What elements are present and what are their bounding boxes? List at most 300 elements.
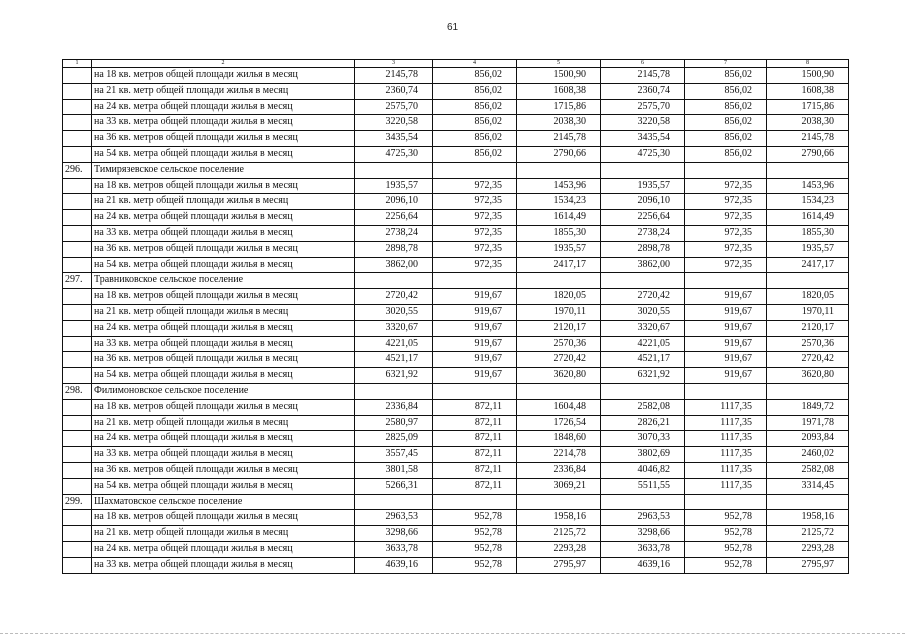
table-row (63, 431, 849, 447)
value-cell: 2790,66 (767, 146, 849, 162)
row-label: на 18 кв. метров общей площади жилья в месяц (92, 289, 355, 305)
value-cell: 2038,30 (767, 115, 849, 131)
index-cell (63, 194, 92, 210)
value-cell: 3802,69 (601, 447, 685, 463)
table-row (63, 194, 849, 210)
value-cell: 3320,67 (601, 320, 685, 336)
value-cell: 4046,82 (601, 462, 685, 478)
value-cell: 1820,05 (517, 289, 601, 305)
empty-cell (517, 383, 601, 399)
page-bottom-edge (0, 633, 905, 634)
value-cell: 1500,90 (517, 68, 601, 84)
section-index: 297. (63, 273, 92, 289)
row-label: на 33 кв. метра общей площади жилья в месяц (92, 115, 355, 131)
value-cell: 2720,42 (601, 289, 685, 305)
table-row (63, 557, 849, 573)
value-cell: 1534,23 (517, 194, 601, 210)
value-cell: 2145,78 (355, 68, 433, 84)
row-label: на 36 кв. метров общей площади жилья в месяц (92, 462, 355, 478)
index-cell (63, 146, 92, 162)
value-cell: 3862,00 (355, 257, 433, 273)
value-cell: 919,67 (433, 320, 517, 336)
value-cell: 2575,70 (355, 99, 433, 115)
row-label: на 54 кв. метра общей площади жилья в месяц (92, 478, 355, 494)
value-cell: 856,02 (685, 83, 767, 99)
empty-cell (355, 494, 433, 510)
table-row (63, 415, 849, 431)
value-cell: 856,02 (685, 68, 767, 84)
index-cell (63, 83, 92, 99)
value-cell: 2582,08 (601, 399, 685, 415)
value-cell: 856,02 (685, 146, 767, 162)
section-index: 299. (63, 494, 92, 510)
value-cell: 856,02 (433, 83, 517, 99)
section-index: 296. (63, 162, 92, 178)
value-cell: 1608,38 (517, 83, 601, 99)
value-cell: 2256,64 (355, 210, 433, 226)
value-cell: 1715,86 (517, 99, 601, 115)
section-title: Шахматовское сельское поселение (92, 494, 355, 510)
value-cell: 4639,16 (601, 557, 685, 573)
value-cell: 2720,42 (355, 289, 433, 305)
empty-cell (601, 162, 685, 178)
value-cell: 3220,58 (601, 115, 685, 131)
row-label: на 54 кв. метра общей площади жилья в месяц (92, 146, 355, 162)
value-cell: 2898,78 (601, 241, 685, 257)
value-cell: 2826,21 (601, 415, 685, 431)
row-label: на 24 кв. метра общей площади жилья в месяц (92, 210, 355, 226)
value-cell: 919,67 (685, 320, 767, 336)
table-row (63, 526, 849, 542)
index-cell (63, 368, 92, 384)
value-cell: 2738,24 (601, 225, 685, 241)
value-cell: 2360,74 (355, 83, 433, 99)
value-cell: 972,35 (433, 194, 517, 210)
value-cell: 2336,84 (517, 462, 601, 478)
value-cell: 4725,30 (355, 146, 433, 162)
value-cell: 2570,36 (517, 336, 601, 352)
table-row (63, 510, 849, 526)
value-cell: 1614,49 (767, 210, 849, 226)
value-cell: 1970,11 (767, 304, 849, 320)
value-cell: 3070,33 (601, 431, 685, 447)
empty-cell (601, 383, 685, 399)
row-label: на 36 кв. метров общей площади жилья в месяц (92, 241, 355, 257)
empty-cell (601, 494, 685, 510)
value-cell: 3020,55 (601, 304, 685, 320)
index-cell (63, 257, 92, 273)
value-cell: 3557,45 (355, 447, 433, 463)
value-cell: 872,11 (433, 478, 517, 494)
value-cell: 919,67 (685, 289, 767, 305)
value-cell: 3020,55 (355, 304, 433, 320)
empty-cell (767, 273, 849, 289)
empty-cell (685, 383, 767, 399)
value-cell: 1534,23 (767, 194, 849, 210)
value-cell: 5511,55 (601, 478, 685, 494)
value-cell: 872,11 (433, 447, 517, 463)
row-label: на 24 кв. метра общей площади жилья в месяц (92, 541, 355, 557)
value-cell: 5266,31 (355, 478, 433, 494)
table-row (63, 462, 849, 478)
column-number: 8 (767, 60, 849, 68)
value-cell: 1453,96 (767, 178, 849, 194)
index-cell (63, 415, 92, 431)
value-cell: 1715,86 (767, 99, 849, 115)
table-row (63, 257, 849, 273)
table-row (63, 320, 849, 336)
row-label: на 18 кв. метров общей площади жилья в месяц (92, 178, 355, 194)
empty-cell (433, 273, 517, 289)
value-cell: 1117,35 (685, 399, 767, 415)
value-cell: 3620,80 (517, 368, 601, 384)
value-cell: 856,02 (685, 99, 767, 115)
value-cell: 3298,66 (355, 526, 433, 542)
value-cell: 2795,97 (767, 557, 849, 573)
value-cell: 1855,30 (517, 225, 601, 241)
empty-cell (685, 494, 767, 510)
value-cell: 856,02 (433, 146, 517, 162)
value-cell: 972,35 (433, 241, 517, 257)
value-cell: 4221,05 (355, 336, 433, 352)
value-cell: 919,67 (433, 336, 517, 352)
value-cell: 952,78 (685, 510, 767, 526)
value-cell: 2575,70 (601, 99, 685, 115)
empty-cell (767, 494, 849, 510)
table-row (63, 336, 849, 352)
index-cell (63, 304, 92, 320)
value-cell: 952,78 (433, 541, 517, 557)
value-cell: 2570,36 (767, 336, 849, 352)
table-row (63, 210, 849, 226)
value-cell: 1117,35 (685, 431, 767, 447)
value-cell: 3633,78 (355, 541, 433, 557)
value-cell: 2256,64 (601, 210, 685, 226)
value-cell: 1970,11 (517, 304, 601, 320)
row-label: на 24 кв. метра общей площади жилья в месяц (92, 431, 355, 447)
index-cell (63, 178, 92, 194)
section-row (63, 273, 849, 289)
row-label: на 54 кв. метра общей площади жилья в месяц (92, 368, 355, 384)
empty-cell (355, 383, 433, 399)
value-cell: 919,67 (433, 352, 517, 368)
value-cell: 2293,28 (517, 541, 601, 557)
index-cell (63, 526, 92, 542)
value-cell: 2096,10 (355, 194, 433, 210)
index-cell (63, 225, 92, 241)
value-cell: 2460,02 (767, 447, 849, 463)
section-row (63, 383, 849, 399)
row-label: на 18 кв. метров общей площади жилья в месяц (92, 510, 355, 526)
value-cell: 952,78 (433, 510, 517, 526)
empty-cell (433, 162, 517, 178)
column-number: 5 (517, 60, 601, 68)
value-cell: 856,02 (433, 99, 517, 115)
value-cell: 4521,17 (601, 352, 685, 368)
value-cell: 6321,92 (601, 368, 685, 384)
column-number: 7 (685, 60, 767, 68)
section-row (63, 494, 849, 510)
value-cell: 2790,66 (517, 146, 601, 162)
value-cell: 1726,54 (517, 415, 601, 431)
value-cell: 3069,21 (517, 478, 601, 494)
index-cell (63, 99, 92, 115)
value-cell: 3320,67 (355, 320, 433, 336)
value-cell: 1453,96 (517, 178, 601, 194)
section-title: Филимоновское сельское поселение (92, 383, 355, 399)
index-cell (63, 131, 92, 147)
column-number-row (63, 60, 849, 68)
value-cell: 2145,78 (517, 131, 601, 147)
value-cell: 2145,78 (601, 68, 685, 84)
empty-cell (517, 273, 601, 289)
value-cell: 1958,16 (517, 510, 601, 526)
index-cell (63, 289, 92, 305)
value-cell: 3314,45 (767, 478, 849, 494)
value-cell: 972,35 (433, 210, 517, 226)
row-label: на 33 кв. метра общей площади жилья в месяц (92, 336, 355, 352)
index-cell (63, 352, 92, 368)
value-cell: 1935,57 (601, 178, 685, 194)
value-cell: 872,11 (433, 399, 517, 415)
value-cell: 972,35 (685, 178, 767, 194)
row-label: на 33 кв. метра общей площади жилья в месяц (92, 447, 355, 463)
value-cell: 1849,72 (767, 399, 849, 415)
empty-cell (685, 273, 767, 289)
value-cell: 2417,17 (517, 257, 601, 273)
row-label: на 21 кв. метр общей площади жилья в месяц (92, 415, 355, 431)
row-label: на 21 кв. метр общей площади жилья в месяц (92, 194, 355, 210)
column-number: 4 (433, 60, 517, 68)
index-cell (63, 447, 92, 463)
value-cell: 1820,05 (767, 289, 849, 305)
row-label: на 21 кв. метр общей площади жилья в месяц (92, 83, 355, 99)
value-cell: 856,02 (433, 131, 517, 147)
value-cell: 2120,17 (517, 320, 601, 336)
value-cell: 4521,17 (355, 352, 433, 368)
value-cell: 2293,28 (767, 541, 849, 557)
value-cell: 4221,05 (601, 336, 685, 352)
row-label: на 24 кв. метра общей площади жилья в месяц (92, 99, 355, 115)
value-cell: 1500,90 (767, 68, 849, 84)
value-cell: 972,35 (433, 178, 517, 194)
empty-cell (517, 494, 601, 510)
value-cell: 1117,35 (685, 415, 767, 431)
value-cell: 919,67 (685, 336, 767, 352)
row-label: на 54 кв. метра общей площади жилья в месяц (92, 257, 355, 273)
index-cell (63, 541, 92, 557)
index-cell (63, 320, 92, 336)
value-cell: 1855,30 (767, 225, 849, 241)
index-cell (63, 399, 92, 415)
section-title: Тимирязевское сельское поселение (92, 162, 355, 178)
value-cell: 919,67 (433, 304, 517, 320)
table-row (63, 352, 849, 368)
value-cell: 972,35 (433, 225, 517, 241)
value-cell: 872,11 (433, 462, 517, 478)
value-cell: 1608,38 (767, 83, 849, 99)
page-number: 61 (446, 22, 459, 33)
index-cell (63, 510, 92, 526)
index-cell (63, 557, 92, 573)
value-cell: 972,35 (685, 241, 767, 257)
value-cell: 3862,00 (601, 257, 685, 273)
table-row (63, 115, 849, 131)
row-label: на 18 кв. метров общей площади жилья в месяц (92, 68, 355, 84)
table-row (63, 99, 849, 115)
value-cell: 952,78 (685, 541, 767, 557)
value-cell: 2120,17 (767, 320, 849, 336)
empty-cell (355, 273, 433, 289)
index-cell (63, 336, 92, 352)
value-cell: 4725,30 (601, 146, 685, 162)
value-cell: 2038,30 (517, 115, 601, 131)
value-cell: 2963,53 (355, 510, 433, 526)
index-cell (63, 478, 92, 494)
table-row (63, 146, 849, 162)
value-cell: 3435,54 (601, 131, 685, 147)
table-row (63, 68, 849, 84)
value-cell: 2093,84 (767, 431, 849, 447)
tariff-table (62, 59, 849, 574)
value-cell: 919,67 (433, 368, 517, 384)
value-cell: 3435,54 (355, 131, 433, 147)
row-label: на 21 кв. метр общей площади жилья в месяц (92, 304, 355, 320)
index-cell (63, 431, 92, 447)
table-row (63, 304, 849, 320)
value-cell: 1935,57 (767, 241, 849, 257)
empty-cell (767, 162, 849, 178)
value-cell: 3298,66 (601, 526, 685, 542)
value-cell: 972,35 (685, 210, 767, 226)
value-cell: 872,11 (433, 431, 517, 447)
column-number: 1 (63, 60, 92, 68)
value-cell: 2580,97 (355, 415, 433, 431)
row-label: на 33 кв. метра общей площади жилья в месяц (92, 225, 355, 241)
value-cell: 952,78 (433, 557, 517, 573)
value-cell: 2898,78 (355, 241, 433, 257)
value-cell: 1117,35 (685, 478, 767, 494)
row-label: на 21 кв. метр общей площади жилья в месяц (92, 526, 355, 542)
value-cell: 919,67 (685, 304, 767, 320)
table-row (63, 541, 849, 557)
table-row (63, 225, 849, 241)
row-label: на 36 кв. метров общей площади жилья в месяц (92, 352, 355, 368)
index-cell (63, 115, 92, 131)
value-cell: 856,02 (433, 115, 517, 131)
empty-cell (355, 162, 433, 178)
value-cell: 872,11 (433, 415, 517, 431)
value-cell: 3633,78 (601, 541, 685, 557)
empty-cell (433, 494, 517, 510)
value-cell: 919,67 (685, 352, 767, 368)
value-cell: 2720,42 (517, 352, 601, 368)
section-index: 298. (63, 383, 92, 399)
value-cell: 972,35 (433, 257, 517, 273)
empty-cell (517, 162, 601, 178)
table-row (63, 241, 849, 257)
value-cell: 2336,84 (355, 399, 433, 415)
value-cell: 1604,48 (517, 399, 601, 415)
value-cell: 2125,72 (517, 526, 601, 542)
index-cell (63, 462, 92, 478)
value-cell: 4639,16 (355, 557, 433, 573)
row-label: на 18 кв. метров общей площади жилья в месяц (92, 399, 355, 415)
row-label: на 33 кв. метра общей площади жилья в месяц (92, 557, 355, 573)
value-cell: 2582,08 (767, 462, 849, 478)
value-cell: 856,02 (685, 131, 767, 147)
value-cell: 2417,17 (767, 257, 849, 273)
value-cell: 2125,72 (767, 526, 849, 542)
table-row (63, 447, 849, 463)
row-label: на 24 кв. метра общей площади жилья в месяц (92, 320, 355, 336)
column-number: 6 (601, 60, 685, 68)
table-row (63, 478, 849, 494)
table-row (63, 178, 849, 194)
value-cell: 952,78 (685, 557, 767, 573)
value-cell: 2738,24 (355, 225, 433, 241)
value-cell: 2825,09 (355, 431, 433, 447)
value-cell: 1117,35 (685, 447, 767, 463)
index-cell (63, 241, 92, 257)
value-cell: 1848,60 (517, 431, 601, 447)
empty-cell (601, 273, 685, 289)
value-cell: 1958,16 (767, 510, 849, 526)
table-row (63, 289, 849, 305)
value-cell: 3220,58 (355, 115, 433, 131)
index-cell (63, 210, 92, 226)
table-row (63, 399, 849, 415)
empty-cell (685, 162, 767, 178)
table-row (63, 368, 849, 384)
value-cell: 919,67 (685, 368, 767, 384)
column-number: 3 (355, 60, 433, 68)
value-cell: 2720,42 (767, 352, 849, 368)
empty-cell (767, 383, 849, 399)
value-cell: 972,35 (685, 257, 767, 273)
value-cell: 2214,78 (517, 447, 601, 463)
table-row (63, 83, 849, 99)
value-cell: 2795,97 (517, 557, 601, 573)
section-title: Травниковское сельское поселение (92, 273, 355, 289)
empty-cell (433, 383, 517, 399)
value-cell: 2360,74 (601, 83, 685, 99)
index-cell (63, 68, 92, 84)
value-cell: 856,02 (433, 68, 517, 84)
value-cell: 1614,49 (517, 210, 601, 226)
value-cell: 2963,53 (601, 510, 685, 526)
value-cell: 1971,78 (767, 415, 849, 431)
value-cell: 972,35 (685, 225, 767, 241)
value-cell: 1935,57 (355, 178, 433, 194)
row-label: на 36 кв. метров общей площади жилья в месяц (92, 131, 355, 147)
value-cell: 3620,80 (767, 368, 849, 384)
value-cell: 6321,92 (355, 368, 433, 384)
value-cell: 972,35 (685, 194, 767, 210)
value-cell: 3801,58 (355, 462, 433, 478)
value-cell: 952,78 (433, 526, 517, 542)
section-row (63, 162, 849, 178)
value-cell: 2145,78 (767, 131, 849, 147)
value-cell: 1117,35 (685, 462, 767, 478)
value-cell: 2096,10 (601, 194, 685, 210)
value-cell: 952,78 (685, 526, 767, 542)
table-row (63, 131, 849, 147)
value-cell: 919,67 (433, 289, 517, 305)
value-cell: 856,02 (685, 115, 767, 131)
column-number: 2 (92, 60, 355, 68)
value-cell: 1935,57 (517, 241, 601, 257)
